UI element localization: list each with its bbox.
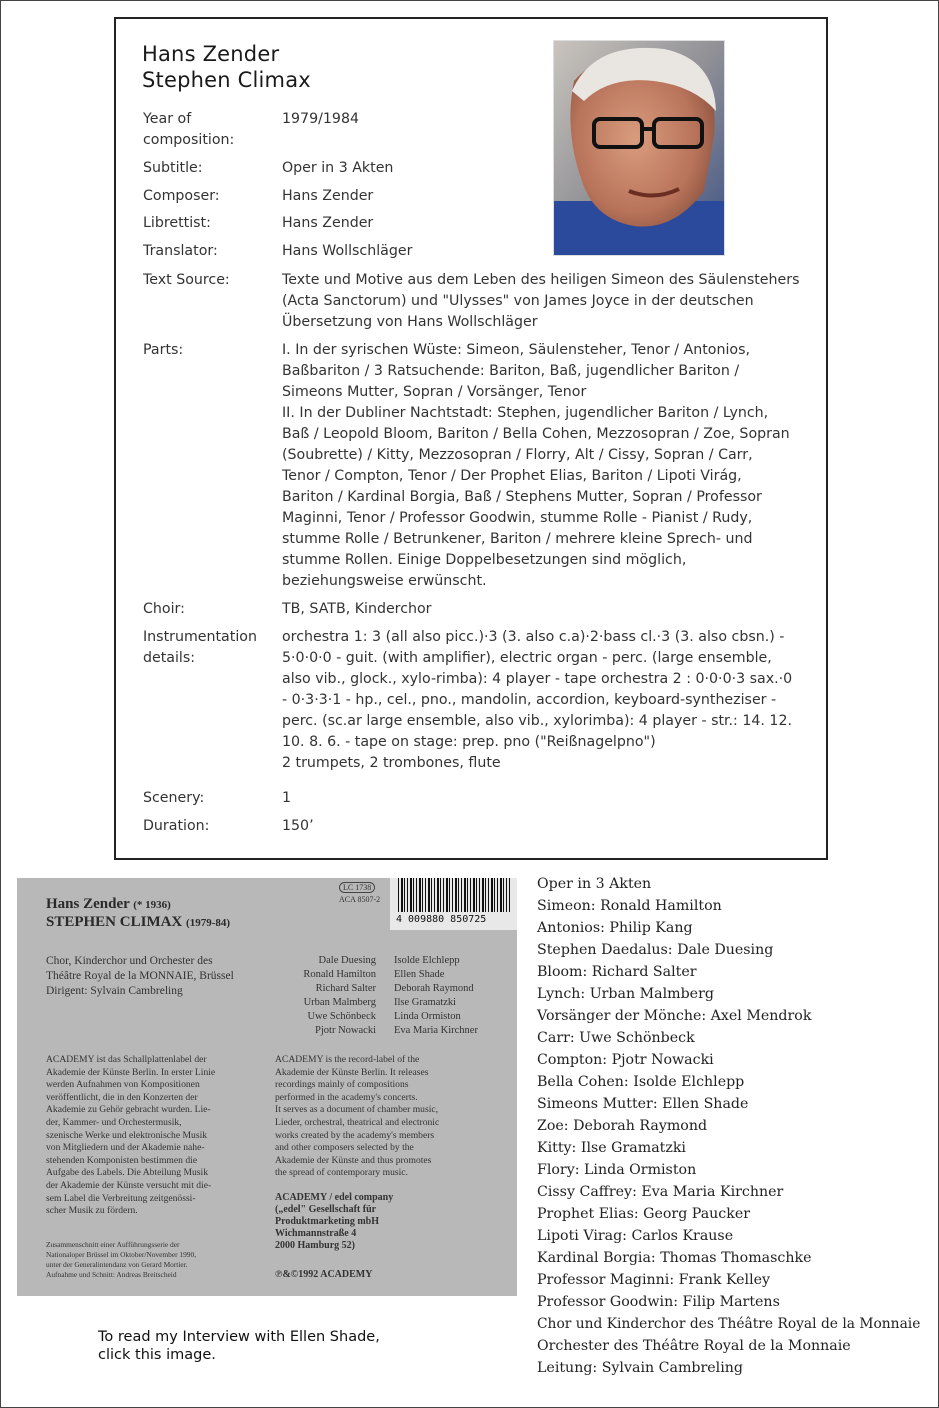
list-item: Kardinal Borgia: Thomas Thomaschke	[537, 1250, 812, 1266]
list-item: Orchester des Théâtre Royal de la Monnaie	[537, 1338, 851, 1354]
album-company: ACADEMY / edel company („edel" Gesellschaft für Produktmarketing mbH Wichmannstraße 4 2000 Hamburg 52)	[275, 1192, 394, 1251]
album-cover-image-link[interactable]	[17, 878, 517, 1296]
list-item: Carr: Uwe Schönbeck	[537, 1030, 695, 1046]
detail-label: Instrumentation details:	[143, 629, 257, 666]
detail-label: Year of composition:	[143, 111, 235, 148]
detail-value: I. In der syrischen Wüste: Simeon, Säulensteher, Tenor / Antonios, Baßbariton / 3 Ratsuchende: Bariton, Baß, jugendlicher Bariton / Simeons Mutter, Sopran / Vorsänger, Tenor II. In der Dubliner Nachtstadt: Stephen, jugendlicher Bariton / Lynch, Baß / Leopold Bloom, Bariton / Bella Cohen, Mezzosopran / Zoe, Sopran (Soubrette) / Kitty, Mezzosopran / Florry, Alt / Cissy, Sopran / Carr, Tenor / Compton, Tenor / Der Prophet Elias, Bariton / Lipoti Virág, Bariton / Kardinal Borgia, Baß / Stephens Mutter, Sopran / Professor Maginni, Tenor / Professor Goodwin, stumme Rolle - Pianist / Rudy, stumme Rolle / Betrunkener, Bariton / mehrere kleine Sprech- und stumme Rollen. Einige Doppelbesetzungen sind möglich, beziehungsweise erwünscht.	[282, 342, 790, 589]
detail-value: Hans Zender	[282, 215, 374, 231]
list-item: Kitty: Ilse Gramatzki	[537, 1140, 686, 1156]
detail-label: Scenery:	[143, 790, 205, 806]
detail-value: TB, SATB, Kinderchor	[282, 601, 432, 617]
work-title: Stephen Climax	[142, 68, 311, 92]
list-item: Zoe: Deborah Raymond	[537, 1118, 708, 1134]
barcode: 4 009880 850725	[390, 878, 517, 930]
label-code: LC 1738	[339, 882, 375, 893]
singers-left-column: Dale Duesing Ronald Hamilton Richard Salter Urban Malmberg Uwe Schönbeck Pjotr Nowacki	[303, 955, 376, 1036]
list-item: Lipoti Virag: Carlos Krause	[537, 1228, 734, 1244]
list-item: Professor Maginni: Frank Kelley	[537, 1272, 771, 1288]
composer-name: Hans Zender	[142, 42, 280, 66]
detail-value: Hans Zender	[282, 188, 374, 204]
detail-label: Choir:	[143, 601, 185, 617]
list-item: Lynch: Urban Malmberg	[537, 986, 714, 1002]
singers-right-column: Isolde Elchlepp Ellen Shade Deborah Raymond Ilse Gramatzki Linda Ormiston Eva Maria Kirchner	[394, 955, 478, 1036]
detail-label: Composer:	[143, 188, 220, 204]
detail-value: orchestra 1: 3 (all also picc.)·3 (3. also c.a)·2·bass cl.·3 (3. also cbsn.) - 5·0·0·0 - guit. (with amplifier), electric organ - perc. (large ensemble, also vib., glock., xylo-rimba): 4 player - tape orchestra 2 : 0·0·0·3 sax.·0 - 0·3·3·1 - hp., cel., pno., mandolin, accordion, keyboard-syntheziser - perc. (sc.ar large ensemble, also vib., xylorimba): 4 player - str.: 14. 12. 10. 8. 6. - tape on stage: prep. pno ("Reißnagelpno") 2 trumpets, 2 trombones, flute	[282, 629, 793, 771]
work-heading	[142, 41, 311, 93]
album-title: STEPHEN CLIMAX (1979-84)	[46, 914, 231, 930]
list-item: Leitung: Sylvain Cambreling	[537, 1360, 743, 1376]
list-item: Simeon: Ronald Hamilton	[537, 898, 722, 914]
detail-value: Oper in 3 Akten	[282, 160, 394, 176]
list-item: Antonios: Philip Kang	[537, 920, 693, 936]
list-item: Bloom: Richard Salter	[537, 964, 697, 980]
detail-value: 1979/1984	[282, 111, 359, 127]
detail-value: 1	[282, 790, 292, 806]
catalog-number: ACA 8507-2	[339, 895, 381, 904]
list-item: Simeons Mutter: Ellen Shade	[537, 1096, 749, 1112]
list-item: Chor und Kinderchor des Théâtre Royal de la Monnaie	[537, 1316, 921, 1332]
list-item: Bella Cohen: Isolde Elchlepp	[537, 1074, 745, 1090]
album-composer: Hans Zender (* 1936)	[46, 896, 171, 912]
album-production-note: Zusammenschnitt einer Aufführungsserie der Nationaloper Brüssel im Oktober/November 1990, unter der Generalintendanz von Gerard Mortier. Aufnahme und Schnitt: Andreas Breitscheid	[46, 1240, 197, 1279]
cast-list	[537, 873, 937, 1379]
list-item: Cissy Caffrey: Eva Maria Kirchner	[537, 1184, 784, 1200]
album-copyright: ℗&©1992 ACADEMY	[275, 1269, 373, 1280]
album-text-german: ACADEMY ist das Schallplattenlabel der Akademie der Künste Berlin. In erster Linie werden Aufnahmen von Kompositionen veröffentlicht, die in den Konzerten der Akademie zu Gehör gebracht wurden. Lie- der, Kammer- und Orchestermusik, szenische Werke und elektronische Musik von Mitgliedern und der Akademie nahe- stehenden Komponisten bestimmen die Aufgabe des Labels. Die Abteilung Musik der Akademie der Künste versucht mit die- sem Label die Verbreitung zeitgenössi- scher Musik zu fördern.	[46, 1054, 216, 1217]
detail-label: Translator:	[143, 243, 218, 259]
detail-label: Subtitle:	[143, 160, 203, 176]
detail-value: Texte und Motive aus dem Leben des heiligen Simeon des Säulenstehers (Acta Sanctorum) und "Ulysses" von James Joyce in der deutschen Übersetzung von Hans Wollschläger	[282, 272, 800, 330]
detail-label: Librettist:	[143, 215, 211, 231]
list-item: Professor Goodwin: Filip Martens	[537, 1294, 780, 1310]
list-item: Flory: Linda Ormiston	[537, 1162, 697, 1178]
album-text-english: ACADEMY is the record-label of the Akademie der Künste Berlin. It releases recordings mainly of compositions performed in the academy's concerts. It serves as a document of chamber music, Lieder, orchestral, theatrical and electronic works created by the academy's members and other composers selected by the Akademie der Künste and thus promotes the spread of contemporary music.	[275, 1054, 440, 1179]
list-item: Compton: Pjotr Nowacki	[537, 1052, 714, 1068]
detail-value: Hans Wollschläger	[282, 243, 413, 259]
list-item: Prophet Elias: Georg Paucker	[537, 1206, 751, 1222]
detail-label: Parts:	[143, 342, 184, 358]
detail-value: 150’	[282, 818, 314, 834]
detail-label: Duration:	[143, 818, 210, 834]
list-item: Stephen Daedalus: Dale Duesing	[537, 942, 774, 958]
list-item: Vorsänger der Mönche: Axel Mendrok	[537, 1008, 812, 1024]
interview-caption: To read my Interview with Ellen Shade, click this image.	[98, 1329, 380, 1363]
album-ensemble: Chor, Kinderchor und Orchester des Théâtre Royal de la MONNAIE, Brüssel Dirigent: Sylvain Cambreling	[46, 955, 234, 997]
detail-label: Text Source:	[143, 272, 230, 288]
list-item: Oper in 3 Akten	[537, 876, 652, 892]
work-details-card	[114, 17, 828, 860]
